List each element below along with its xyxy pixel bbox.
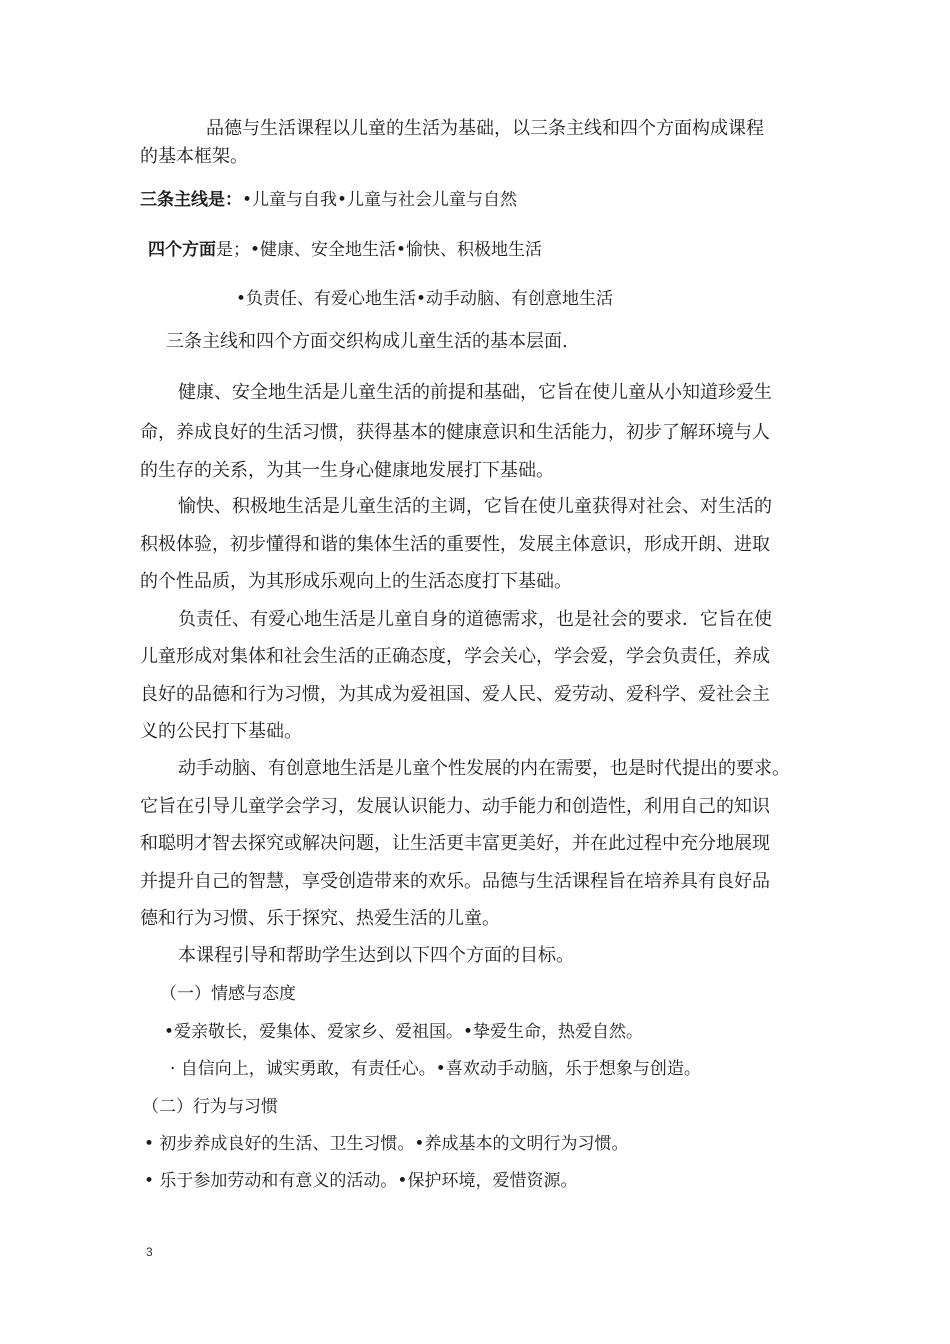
aspects-line-2: •负责任、有爱心地生活•动手动脑、有创意地生活 [236, 289, 614, 309]
goals-intro: 本课程引导和帮助学生达到以下四个方面的目标。 [178, 945, 574, 966]
aspects-label: 四个方面 [148, 240, 216, 260]
section-item: •爱亲敬长，爱集体、爱家乡、爱祖国。•挚爱生命，热爱自然。 [164, 1022, 644, 1042]
para-creative-line: 并提升自己的智慧，享受创造带来的欢乐。品德与生活课程旨在培养具有良好品 [140, 871, 770, 892]
section-item: • 初步养成良好的生活、卫生习惯。•养成基本的文明行为习惯。 [144, 1134, 629, 1154]
para-health-line: 命，养成良好的生活习惯，获得基本的健康意识和生活能力，初步了解环境与人 [140, 422, 770, 443]
section-heading-emotion: （一）情感与态度 [160, 984, 296, 1004]
para-responsible-line: 义的公民打下基础。 [140, 721, 302, 742]
para-creative-line: 德和行为习惯、乐于探究、热爱生活的儿童。 [140, 908, 500, 929]
para-happy-line: 的个性品质，为其形成乐观向上的生活态度打下基础。 [140, 571, 572, 592]
main-lines-label: 三条主线是： [140, 190, 242, 210]
para-health-line: 健康、安全地生活是儿童生活的前提和基础，它旨在使儿童从小知道珍爱生 [178, 382, 772, 403]
intro-line-2: 的基本框架。 [140, 146, 248, 167]
para-creative-line: 和聪明才智去探究或解决问题，让生活更丰富更美好，并在此过程中充分地展现 [140, 833, 770, 854]
main-lines-row [140, 188, 517, 212]
para-happy-line: 积极体验，初步懂得和谐的集体生活的重要性，发展主体意识，形成开朗、进取 [140, 534, 770, 555]
main-lines-text: •儿童与自我•儿童与社会儿童与自然 [242, 190, 518, 210]
section-item: • 乐于参加劳动和有意义的活动。•保护环境，爱惜资源。 [144, 1171, 578, 1191]
para-creative-line: 动手动脑、有创意地生活是儿童个性发展的内在需要，也是时代提出的要求。 [178, 758, 790, 779]
intro-line-1: 品德与生活课程以儿童的生活为基础，以三条主线和四个方面构成课程 [206, 118, 764, 139]
para-responsible-line: 负责任、有爱心地生活是儿童自身的道德需求，也是社会的要求．它旨在使 [178, 609, 772, 630]
summary-line: 三条主线和四个方面交织构成儿童生活的基本层面. [166, 331, 568, 352]
para-responsible-line: 儿童形成对集体和社会生活的正确态度，学会关心，学会爱，学会负责任，养成 [140, 646, 770, 667]
para-health-line: 的生存的关系，为其一生身心健康地发展打下基础。 [140, 460, 554, 481]
para-creative-line: 它旨在引导儿童学会学习，发展认识能力、动手能力和创造性，利用自己的知识 [140, 796, 770, 817]
section-heading-behavior: （二）行为与习惯 [142, 1097, 278, 1117]
para-happy-line: 愉快、积极地生活是儿童生活的主调，它旨在使儿童获得对社会、对生活的 [178, 496, 772, 517]
aspects-text: 是；•健康、安全地生活•愉快、积极地生活 [216, 240, 543, 260]
page-number: 3 [146, 1245, 153, 1259]
aspects-row [148, 238, 542, 262]
para-responsible-line: 良好的品德和行为习惯，为其成为爱祖国、爱人民、爱劳动、爱科学、爱社会主 [140, 684, 770, 705]
section-item: · 自信向上，诚实勇敢，有责任心。•喜欢动手动脑，乐于想象与创造。 [170, 1059, 701, 1079]
